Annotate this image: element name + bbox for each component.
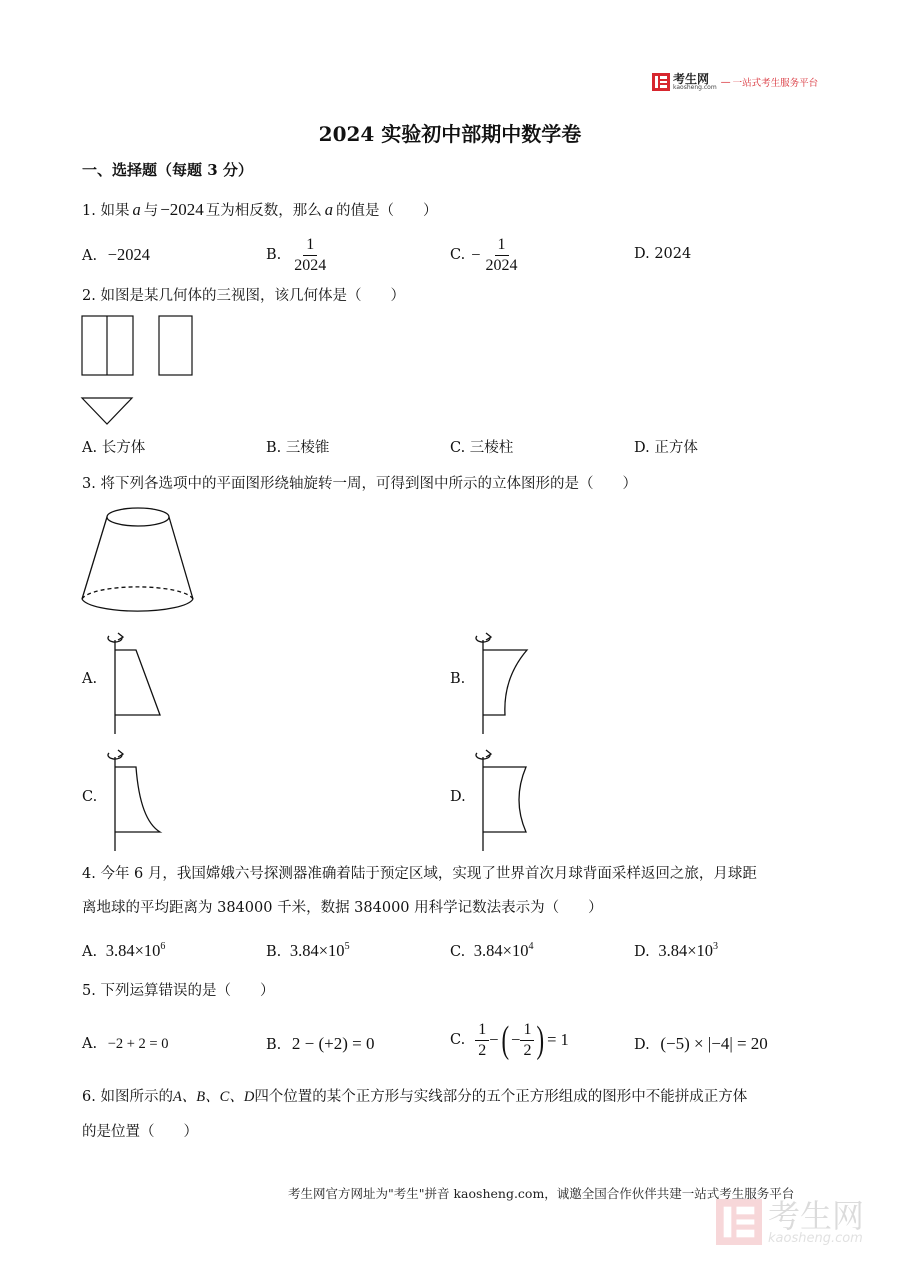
page-title: 2024 实验初中部期中数学卷 [318,122,582,146]
shape-concave-side [483,767,526,832]
q4-option-a[interactable]: A. $3.84\times 10^6$ [82,941,166,960]
q3-option-d-figure[interactable] [468,745,538,855]
q3-option-c-figure[interactable] [100,745,170,855]
q2-option-b[interactable]: B. 三棱锥 [266,440,330,456]
q5-option-c[interactable]: C. $\frac{1}{2}$ − ( − $\frac{1}{2}$ ) = 1 [450,1019,569,1062]
frustum-right-edge [169,517,193,599]
watermark [716,1198,864,1246]
three-view-figure [80,314,196,434]
kaosheng-logo-icon [652,73,670,91]
side-view [159,316,192,375]
shape-trapezoid [115,650,160,715]
watermark-cn: 考生网 [768,1196,865,1235]
watermark-en: kaosheng.com [768,1230,863,1246]
q3-option-d-label[interactable]: D. [450,789,466,805]
shape-curved-side [483,650,527,715]
top-view-triangle [82,398,132,424]
question-2-stem: 2. 如图是某几何体的三视图，该几何体是（ ） [82,288,405,304]
frustum-top [107,508,169,526]
q2-option-a[interactable]: A. 长方体 [82,440,146,456]
q1-option-c[interactable]: C. − $\frac{1}{2024}$ [450,236,518,274]
q3-option-a-figure[interactable] [100,628,170,738]
logo-name: 考生网 [673,72,710,86]
q3-option-c-label[interactable]: C. [82,789,98,805]
q5-option-d[interactable]: D. (−5) × |−4| = 20 [634,1034,768,1053]
header-logo: 考生网 kaosheng.com — 一站式考生服务平台 [652,73,818,91]
q4-option-d[interactable]: D. $3.84\times 10^3$ [634,941,719,960]
q2-option-c[interactable]: C. 三棱柱 [450,440,514,456]
q4-option-c[interactable]: C. $3.84\times 10^4$ [450,941,534,960]
logo-domain: kaosheng.com [673,84,717,91]
slogan: 一站式考生服务平台 [732,78,819,89]
frustum-figure [78,504,198,619]
question-1-stem: 1. 如果 a 与 −2024 互为相反数，那么 a 的值是（ ） [82,200,438,219]
question-4-line2: 离地球的平均距离为 384000 千米，数据 384000 用科学记数法表示为（ ） [82,900,603,916]
section-heading: 一、选择题（每题 3 分） [82,161,253,179]
shape-concave-curve [115,767,160,832]
question-5-stem: 5. 下列运算错误的是（ ） [82,983,275,999]
question-6-line1: 6. 如图所示的 A、B、C、D 四个位置的某个正方形与实线部分的五个正方形组成的图形中不能拼成正方体 [82,1089,748,1105]
q5-option-b[interactable]: B. 2 − (+2) = 0 [266,1034,375,1053]
q1-option-b[interactable]: B. $\frac{1}{2024}$ [266,236,327,274]
q4-option-b[interactable]: B. $3.84\times 10^5$ [266,941,350,960]
watermark-logo-icon [716,1198,762,1246]
question-3-stem: 3. 将下列各选项中的平面图形绕轴旋转一周，可得到图中所示的立体图形的是（ ） [82,476,637,492]
q1-option-d[interactable]: D. 2024 [634,246,692,262]
footer-text: 考生网官方网址为"考生"拼音 kaosheng.com，诚邀全国合作伙伴共建一站式考生服务平台 [288,1186,795,1201]
question-6-line2: 的是位置（ ） [82,1124,198,1140]
frustum-bottom-front [82,599,193,611]
q1-option-a[interactable]: A. −2024 [82,245,151,264]
q3-option-a-label[interactable]: A. [82,671,98,687]
q5-option-a[interactable]: A. −2 + 2 = 0 [82,1036,169,1052]
q3-option-b-label[interactable]: B. [450,671,466,687]
frustum-left-edge [82,517,107,599]
q3-option-b-figure[interactable] [468,628,538,738]
q2-option-d[interactable]: D. 正方体 [634,440,698,456]
question-4-line1: 4. 今年 6 月，我国嫦娥六号探测器准确着陆于预定区域，实现了世界首次月球背面采样返回之旅，月球距 [82,866,757,882]
frustum-bottom-back [82,587,193,599]
